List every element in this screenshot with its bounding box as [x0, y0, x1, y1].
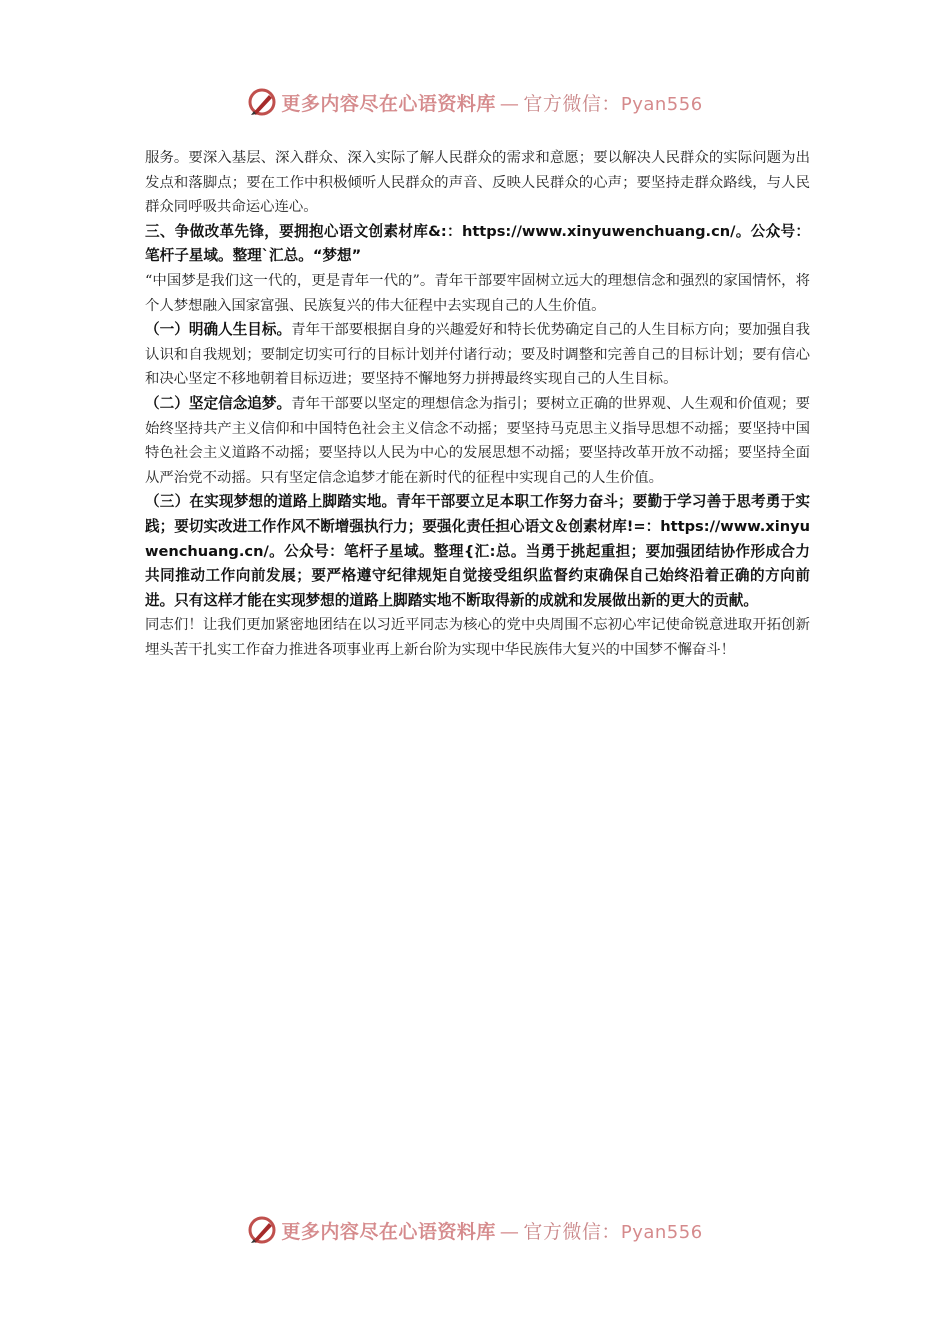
subheading-1: （一）明确人生目标。	[145, 321, 292, 339]
paragraph-5-body: 青年干部要以坚定的理想信念为指引；要树立正确的世界观、人生观和价值观；要始终坚持共产主义信仰和中国特色社会主义信念不动摇；要坚持马克思主义指导思想不动摇；要坚持中国特色社会主义道路不动摇；要坚持以人民为中心的发展思想不动摇；要坚持改革开放不动摇；要坚持全面从严治党不动摇。只有坚定信念追梦才能在新时代的征程中实现自己的人生价值。	[145, 395, 810, 486]
paragraph-7: 同志们！让我们更加紧密地团结在以习近平同志为核心的党中央周围不忘初心牢记使命锐意进取开拓创新埋头苦干扎实工作奋力推进各项事业再上新台阶为实现中华民族伟大复兴的中国梦不懈奋斗！	[145, 617, 810, 658]
banner-wechat-id: Pyan556	[620, 93, 703, 115]
paragraph-6: （三）在实现梦想的道路上脚踏实地。青年干部要立足本职工作努力奋斗；要勤于学习善于思考勇于实践；要切实改进工作作风不断增强执行力；要强化责任担心语文＆创素材库!=：https://www.xinyuwenchuang.cn/。公众号：笔杆子星域。整理{汇:总。当勇于挑起重担；要加强团结协作形成合力共同推动工作向前发展；要严格遵守纪律规矩自觉接受组织监督约束确保自己始终沿着正确的方向前进。只有这样才能在实现梦想的道路上脚踏实地不断取得新的成就和发展做出新的更大的贡献。	[145, 493, 810, 609]
paragraph-4	[145, 318, 810, 392]
section-heading-3: 三、争做改革先锋，要拥抱心语文创素材库&:：https://www.xinyuwenchuang.cn/。公众号：笔杆子星域。整理`汇总。“梦想”	[145, 222, 810, 265]
paragraph-4-body: 青年干部要根据自身的兴趣爱好和特长优势确定自己的人生目标方向；要加强自我认识和自我规划；要制定切实可行的目标计划并付诸行动；要及时调整和完善自己的目标计划；要有信心和决心坚定不移地朝着目标迈进；要坚持不懈地努力拼搏最终实现自己的人生目标。	[145, 322, 810, 388]
subheading-2: （二）坚定信念追梦。	[145, 394, 292, 412]
banner-title	[281, 1217, 702, 1244]
header-banner	[0, 82, 950, 122]
banner-wechat-label: 官方微信：	[523, 92, 621, 115]
banner-main-text: 更多内容尽在心语资料库	[281, 1220, 496, 1243]
paragraph-5	[145, 392, 810, 490]
banner-wechat-id: Pyan556	[620, 1221, 703, 1243]
paragraph-3: “中国梦是我们这一代的，更是青年一代的”。青年干部要牢固树立远大的理想信念和强烈的家国情怀，将个人梦想融入国家富强、民族复兴的伟大征程中去实现自己的人生价值。	[145, 272, 810, 314]
paragraph-1: 服务。要深入基层、深入群众、深入实际了解人民群众的需求和意愿；要以解决人民群众的实际问题为出发点和落脚点；要在工作中积极倾听人民群众的声音、反映人民群众的心声；要坚持走群众路线，与人民群众同呼吸共命运心连心。	[145, 150, 810, 216]
banner-title	[281, 89, 702, 116]
pen-logo-icon	[247, 87, 277, 117]
banner-separator: —	[499, 1220, 520, 1243]
banner-main-text: 更多内容尽在心语资料库	[281, 92, 496, 115]
banner-wechat-label: 官方微信：	[523, 1220, 621, 1243]
pen-logo-icon	[247, 1215, 277, 1245]
footer-banner	[0, 1210, 950, 1250]
banner-separator: —	[499, 92, 520, 115]
document-body	[145, 146, 810, 662]
